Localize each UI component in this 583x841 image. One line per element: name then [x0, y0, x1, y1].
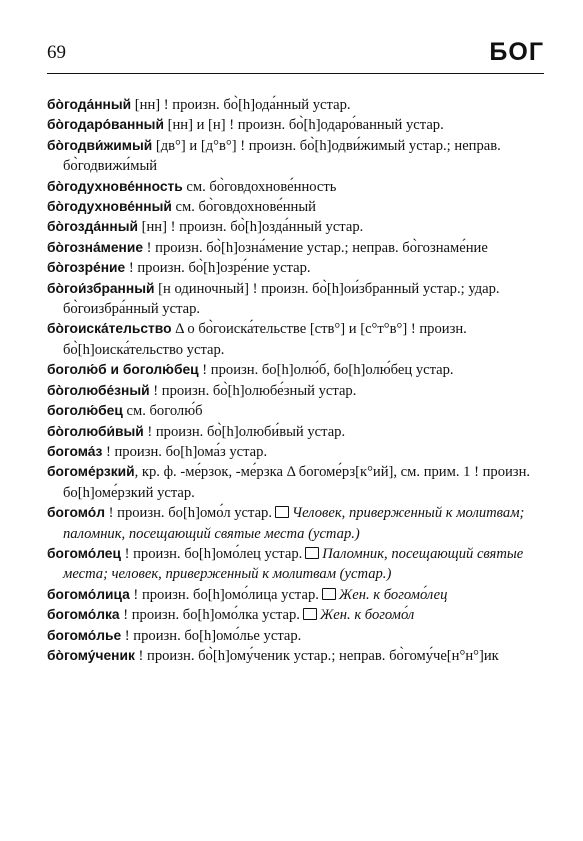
headword: боголю́бец: [47, 403, 123, 419]
dictionary-entry: [47, 462, 544, 503]
headword: бо̀годви́жимый: [47, 137, 153, 153]
definition-box-icon: [275, 506, 289, 518]
headword: богомо́лец: [47, 545, 121, 561]
dictionary-entry: [47, 279, 544, 320]
headword: бо̀голюби́вый: [47, 423, 144, 439]
dictionary-entries: [47, 95, 544, 666]
entry-body: ! произн. бо̀[h]ому́ченик устар.; неправ. бо̀гому́че[н°н°]ик: [134, 647, 499, 664]
entry-body: [нн] ! произн. бо̀[h]озда́нный устар.: [137, 219, 364, 236]
entry-definition: Человек, приверженный к молитвам; паломник, посещающий святые места (устар.): [63, 505, 525, 542]
entry-definition: Жен. к богомо́лец: [338, 586, 448, 603]
entry-body: [нн] и [н] ! произн. бо̀[h]одаро́ванный устар.: [163, 117, 444, 134]
headword: бо̀годухнове́нность: [47, 178, 183, 194]
entry-body: [нн] ! произн. бо̀[h]ода́нный устар.: [131, 97, 351, 113]
entry-body: [дв°] и [д°в°] ! произн. бо̀[h]одви́жимый устар.; неправ. бо̀годвижи́мый: [63, 137, 501, 175]
headword: богоме́рзкий: [47, 464, 135, 480]
entry-body: ! произн. бо[h]олю́б, бо[h]олю́бец устар.: [198, 362, 454, 379]
dictionary-entry: [47, 585, 544, 605]
entry-body: см. боголю́б: [122, 403, 203, 420]
dictionary-entry: [47, 136, 544, 177]
page-number: 69: [47, 42, 66, 63]
entry-body: ! произн. бо[h]омо́лье устар.: [121, 627, 302, 644]
headword: богомо́лье: [47, 627, 122, 643]
entry-body: Δ о бо̀гоиска́тельстве [ств°] и [с°т°в°] ! произн. бо̀[h]оиска́тельство устар.: [63, 321, 467, 358]
dictionary-entry: [47, 258, 544, 278]
headword: бо̀гои́збранный: [47, 280, 155, 296]
dictionary-entry: [47, 95, 544, 115]
dictionary-entry: [47, 544, 544, 585]
entry-body: ! произн. бо̀[h]озре́ние устар.: [125, 260, 311, 277]
headword: богома́з: [47, 443, 103, 459]
entry-body: ! произн. бо[h]омо́лец устар.: [120, 545, 303, 562]
entry-definition: Жен. к богомо́л: [319, 607, 415, 624]
dictionary-entry: [47, 422, 544, 442]
headword: бо̀года́нный: [47, 97, 132, 112]
dictionary-entry: [47, 217, 544, 237]
headword: бо̀гоиска́тельство: [47, 321, 172, 337]
headword: богомо́лка: [47, 607, 120, 623]
dictionary-entry: [47, 238, 544, 258]
entry-body: ! произн. бо[h]омо́лица устар.: [129, 586, 319, 603]
definition-box-icon: [322, 588, 336, 600]
page-header: [47, 38, 544, 74]
entry-body: см. бо̀говдохнове́нность: [182, 178, 337, 195]
running-head: БОГ: [489, 38, 544, 66]
dictionary-entry: [47, 360, 544, 380]
entry-body: ! произн. бо̀[h]олюбе́зный устар.: [149, 382, 357, 399]
entry-body: ! произн. бо[h]омо́л устар.: [104, 505, 273, 522]
entry-definition: Паломник, посещающий святые места; человек, приверженный к молитвам (устар.): [63, 545, 524, 583]
definition-box-icon: [305, 547, 319, 559]
headword: боголю́б и боголю́бец: [47, 362, 199, 378]
dictionary-entry: [47, 605, 544, 625]
entry-body: ! произн. бо̀[h]озна́мение устар.; неправ. бо̀гознаме́ние: [143, 239, 488, 256]
dictionary-entry: [47, 626, 544, 646]
dictionary-entry: [47, 646, 544, 666]
entry-body: , кр. ф. -ме́рзок, -ме́рзка Δ богоме́рз[к°ий], см. прим. 1 ! произн. бо[h]оме́рзкий устар.: [63, 464, 531, 501]
headword: бо̀голюбе́зный: [47, 382, 150, 398]
dictionary-entry: [47, 381, 544, 401]
headword: бо̀гозда́нный: [47, 219, 138, 235]
headword: бо̀гозна́мение: [47, 239, 143, 255]
dictionary-entry: [47, 177, 544, 197]
entry-body: ! произн. бо̀[h]олюби́вый устар.: [143, 423, 346, 440]
dictionary-entry: [47, 197, 544, 217]
headword: бо̀гозре́ние: [47, 260, 126, 276]
header-rule: [47, 73, 544, 74]
entry-body: ! произн. бо[h]омо́лка устар.: [119, 607, 300, 624]
dictionary-entry: [47, 319, 544, 360]
dictionary-entry: [47, 442, 544, 462]
headword: бо̀годухнове́нный: [47, 199, 172, 215]
dictionary-entry: [47, 115, 544, 135]
entry-body: ! произн. бо[h]ома́з устар.: [102, 443, 268, 460]
entry-body: [н одиночный] ! произн. бо̀[h]ои́збранный устар.; удар. бо̀гоизбра́нный устар.: [63, 280, 500, 318]
definition-box-icon: [303, 608, 317, 620]
headword: богомо́л: [47, 505, 105, 521]
headword: богомо́лица: [47, 586, 130, 602]
dictionary-entry: [47, 503, 544, 544]
entry-body: см. бо̀говдохнове́нный: [171, 199, 316, 216]
headword: бо̀годаро́ванный: [47, 117, 164, 133]
headword: бо̀гому́ченик: [47, 647, 135, 663]
dictionary-entry: [47, 401, 544, 421]
